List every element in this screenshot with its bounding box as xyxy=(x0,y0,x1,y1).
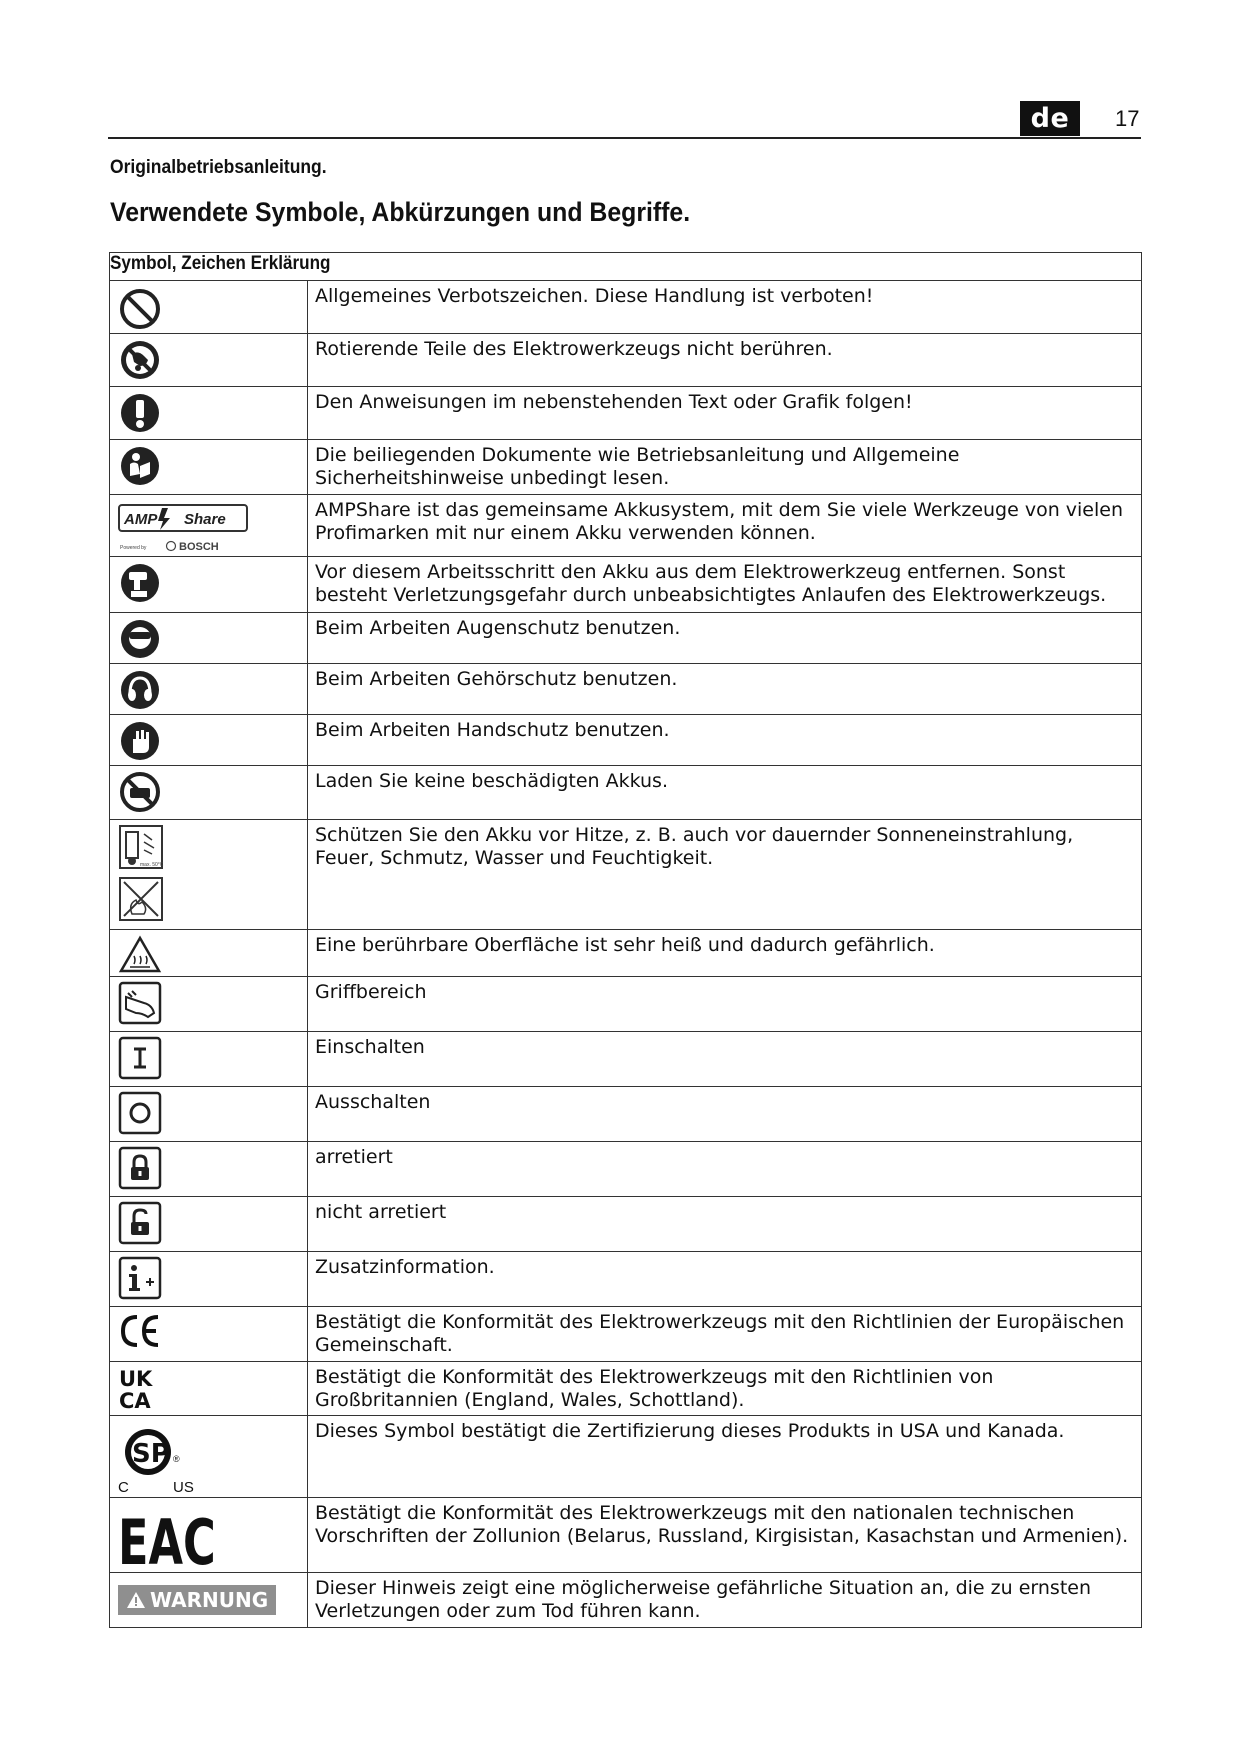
row-text: Rotierende Teile des Elektrowerkzeugs nicht berühren. xyxy=(315,338,833,360)
hot-surface-icon xyxy=(118,934,307,974)
symbols-table xyxy=(109,252,1142,1628)
row-text: AMPShare ist das gemeinsame Akkusystem, mit dem Sie viele Werkzeuge von vielen Profimarken mit nur einem Akku verwenden können. xyxy=(315,499,1124,544)
read-manual-icon xyxy=(118,444,307,488)
power-on-icon xyxy=(118,1036,307,1080)
battery-heat-protection-icon xyxy=(118,824,307,924)
row-text: Die beiliegenden Dokumente wie Betriebsanleitung und Allgemeine Sicherheitshinweise unbedingt lesen. xyxy=(315,444,960,489)
ukca-line2-text: CA xyxy=(119,1389,151,1413)
row-text: Den Anweisungen im nebenstehenden Text oder Grafik folgen! xyxy=(315,391,913,413)
ampshare-brand-text: BOSCH xyxy=(179,541,219,553)
csa-mark-icon xyxy=(118,1420,307,1496)
table-row xyxy=(110,930,1142,977)
row-text: Ausschalten xyxy=(315,1091,431,1113)
table-row xyxy=(110,977,1142,1032)
svg-text:®: ® xyxy=(173,1454,180,1464)
ampshare-logo xyxy=(118,499,307,555)
eac-text: EAC xyxy=(118,1506,216,1579)
row-text: Dieser Hinweis zeigt eine möglicherweise gefährliche Situation an, die zu ernsten Verletzungen oder zum Tod führen kann. xyxy=(315,1577,1091,1622)
warning-triangle-icon xyxy=(126,1591,146,1609)
ukca-line1-text: UK xyxy=(119,1367,153,1391)
csa-c-text: C xyxy=(118,1479,129,1496)
row-text: Schützen Sie den Akku vor Hitze, z. B. auch vor dauernder Sonneneinstrahlung, Feuer, Schmutz, Wasser und Feuchtigkeit. xyxy=(315,824,1074,869)
table-row xyxy=(110,820,1142,930)
ukca-mark-icon xyxy=(118,1366,307,1414)
table-row xyxy=(110,1197,1142,1252)
ce-mark-icon xyxy=(118,1311,307,1351)
table-row xyxy=(110,495,1142,557)
row-text: arretiert xyxy=(315,1146,393,1168)
csa-us-text: US xyxy=(173,1479,194,1496)
temperature-label: max. 50°C xyxy=(140,862,164,868)
row-text: Laden Sie keine beschädigten Akkus. xyxy=(315,770,668,792)
hand-protection-icon xyxy=(118,719,307,763)
table-row xyxy=(110,1032,1142,1087)
table-row xyxy=(110,334,1142,387)
table-row xyxy=(110,557,1142,613)
eye-protection-icon xyxy=(118,617,307,661)
table-row xyxy=(110,1362,1142,1416)
row-text: Vor diesem Arbeitsschritt den Akku aus dem Elektrowerkzeug entfernen. Sonst besteht Verletzungsgefahr durch unbeabsichtigtes Anlaufen des Elektrowerkzeugs. xyxy=(315,561,1107,606)
locked-icon xyxy=(118,1146,307,1190)
row-text: Beim Arbeiten Handschutz benutzen. xyxy=(315,719,670,741)
csa-center-text: SP xyxy=(132,1439,170,1469)
table-header-row xyxy=(110,253,1142,281)
ampshare-amp-text: AMP xyxy=(124,511,158,528)
table-row xyxy=(110,1498,1142,1573)
table-row xyxy=(110,387,1142,440)
table-row xyxy=(110,1252,1142,1307)
table-row xyxy=(110,1142,1142,1197)
unlocked-icon xyxy=(118,1201,307,1245)
row-text: Einschalten xyxy=(315,1036,425,1058)
warning-label: WARNUNG xyxy=(118,1585,276,1615)
language-badge: de xyxy=(1020,101,1080,136)
document-subtitle: Originalbetriebsanleitung. xyxy=(110,157,327,178)
row-text: Eine berührbare Oberfläche ist sehr heiß und dadurch gefährlich. xyxy=(315,934,935,956)
row-text: Griffbereich xyxy=(315,981,427,1003)
ampshare-share-text: Share xyxy=(184,511,226,528)
power-off-icon xyxy=(118,1091,307,1135)
table-row xyxy=(110,1416,1142,1498)
row-text: Allgemeines Verbotszeichen. Diese Handlung ist verboten! xyxy=(315,285,874,307)
grip-area-icon xyxy=(118,981,307,1025)
table-row xyxy=(110,440,1142,495)
do-not-touch-rotating-parts-icon xyxy=(118,338,307,382)
row-text: Bestätigt die Konformität des Elektrowerkzeugs mit den nationalen technischen Vorschriften der Zollunion (Belarus, Russland, Kirgisistan, Kasachstan und Armenien). xyxy=(315,1502,1129,1547)
table-row xyxy=(110,613,1142,664)
table-row xyxy=(110,1087,1142,1142)
table-row xyxy=(110,664,1142,715)
ampshare-powered-text: Powered by xyxy=(120,545,147,551)
row-text: Zusatzinformation. xyxy=(315,1256,495,1278)
exclamation-icon xyxy=(118,391,307,435)
row-text: Bestätigt die Konformität des Elektrowerkzeugs mit den Richtlinien von Großbritannien (England, Wales, Schottland). xyxy=(315,1366,994,1411)
row-text: Beim Arbeiten Augenschutz benutzen. xyxy=(315,617,681,639)
page-number: 17 xyxy=(1115,106,1140,131)
table-row xyxy=(110,766,1142,820)
ear-protection-icon xyxy=(118,668,307,712)
header-rule xyxy=(108,137,1141,139)
page-title: Verwendete Symbole, Abkürzungen und Begriffe. xyxy=(110,197,691,227)
row-text: Bestätigt die Konformität des Elektrowerkzeugs mit den Richtlinien der Europäischen Gemeinschaft. xyxy=(315,1311,1125,1356)
table-header: Symbol, Zeichen Erklärung xyxy=(110,253,1142,281)
row-text: nicht arretiert xyxy=(315,1201,447,1223)
remove-battery-icon xyxy=(118,561,307,605)
table-row xyxy=(110,715,1142,766)
eac-mark-icon xyxy=(118,1502,307,1579)
row-text: Dieses Symbol bestätigt die Zertifizierung dieses Produkts in USA und Kanada. xyxy=(315,1420,1065,1442)
row-text: Beim Arbeiten Gehörschutz benutzen. xyxy=(315,668,678,690)
table-row xyxy=(110,1573,1142,1628)
info-plus-icon xyxy=(118,1256,307,1300)
prohibition-icon xyxy=(118,285,307,329)
table-row xyxy=(110,1307,1142,1362)
table-row xyxy=(110,281,1142,334)
no-damaged-battery-icon xyxy=(118,770,307,814)
